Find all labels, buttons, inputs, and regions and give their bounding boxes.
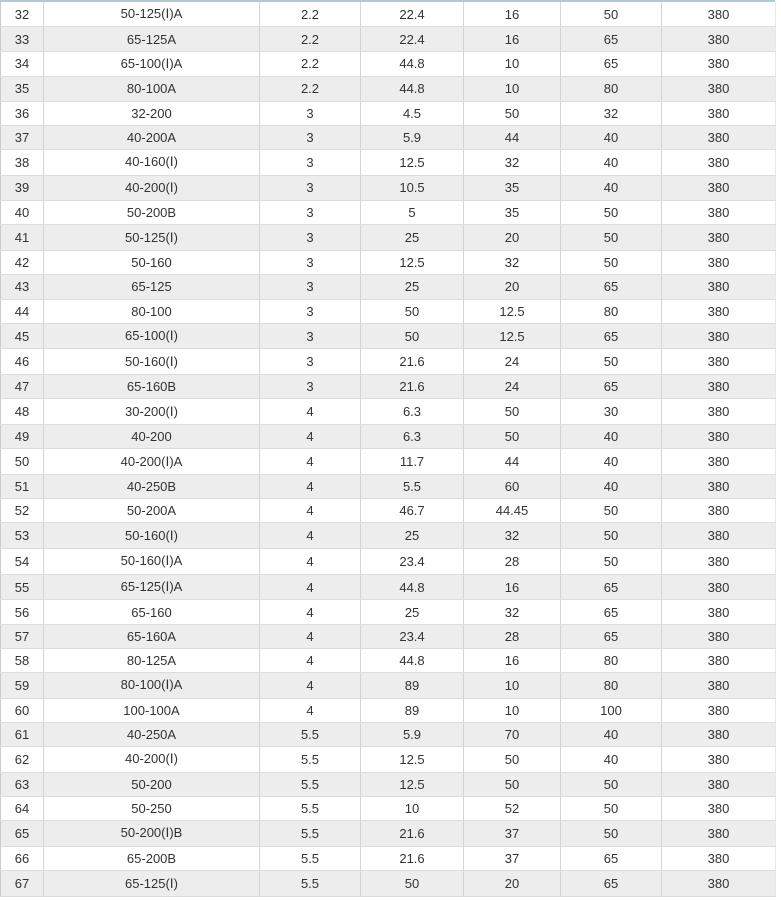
cell-power-kw: 4 xyxy=(260,549,361,575)
cell-flow: 25 xyxy=(361,225,464,251)
cell-model: 65-200B xyxy=(44,846,260,870)
cell-power-kw: 5.5 xyxy=(260,747,361,773)
cell-row-index: 60 xyxy=(1,698,44,722)
cell-head: 16 xyxy=(464,574,561,600)
cell-voltage: 380 xyxy=(662,821,776,847)
cell-head: 24 xyxy=(464,375,561,399)
cell-flow: 12.5 xyxy=(361,747,464,773)
cell-model: 40-250B xyxy=(44,474,260,498)
cell-model: 100-100A xyxy=(44,698,260,722)
table-row xyxy=(1,375,776,399)
cell-flow: 44.8 xyxy=(361,77,464,101)
cell-diameter: 32 xyxy=(561,101,662,125)
cell-model: 40-250A xyxy=(44,722,260,746)
cell-diameter: 40 xyxy=(561,149,662,175)
cell-power-kw: 5.5 xyxy=(260,772,361,796)
cell-diameter: 65 xyxy=(561,574,662,600)
table-row xyxy=(1,175,776,201)
cell-power-kw: 4 xyxy=(260,624,361,648)
cell-model: 40-200A xyxy=(44,125,260,149)
cell-head: 16 xyxy=(464,2,561,27)
cell-voltage: 380 xyxy=(662,51,776,77)
table-row xyxy=(1,201,776,225)
cell-head: 16 xyxy=(464,27,561,51)
cell-row-index: 32 xyxy=(1,2,44,27)
cell-model: 50-250 xyxy=(44,796,260,820)
cell-diameter: 50 xyxy=(561,821,662,847)
cell-voltage: 380 xyxy=(662,624,776,648)
cell-voltage: 380 xyxy=(662,149,776,175)
cell-power-kw: 2.2 xyxy=(260,2,361,27)
cell-head: 32 xyxy=(464,600,561,624)
cell-voltage: 380 xyxy=(662,77,776,101)
cell-voltage: 380 xyxy=(662,349,776,375)
cell-power-kw: 4 xyxy=(260,648,361,672)
cell-head: 50 xyxy=(464,425,561,449)
cell-flow: 4.5 xyxy=(361,101,464,125)
cell-power-kw: 3 xyxy=(260,375,361,399)
cell-power-kw: 3 xyxy=(260,275,361,299)
table-row xyxy=(1,77,776,101)
cell-voltage: 380 xyxy=(662,871,776,897)
cell-voltage: 380 xyxy=(662,549,776,575)
cell-power-kw: 4 xyxy=(260,425,361,449)
cell-model: 32-200 xyxy=(44,101,260,125)
cell-row-index: 42 xyxy=(1,251,44,275)
cell-row-index: 45 xyxy=(1,323,44,349)
cell-row-index: 67 xyxy=(1,871,44,897)
cell-flow: 12.5 xyxy=(361,251,464,275)
cell-flow: 10.5 xyxy=(361,175,464,201)
cell-row-index: 41 xyxy=(1,225,44,251)
cell-model: 50-125(Ⅰ) xyxy=(44,225,260,251)
cell-diameter: 65 xyxy=(561,51,662,77)
cell-row-index: 54 xyxy=(1,549,44,575)
cell-flow: 44.8 xyxy=(361,574,464,600)
cell-head: 28 xyxy=(464,549,561,575)
cell-voltage: 380 xyxy=(662,201,776,225)
cell-flow: 50 xyxy=(361,871,464,897)
cell-power-kw: 5.5 xyxy=(260,871,361,897)
table-row xyxy=(1,323,776,349)
table-row xyxy=(1,698,776,722)
cell-head: 20 xyxy=(464,225,561,251)
cell-diameter: 50 xyxy=(561,251,662,275)
pump-spec-table xyxy=(0,2,776,897)
cell-model: 40-200(Ⅰ) xyxy=(44,175,260,201)
cell-row-index: 49 xyxy=(1,425,44,449)
cell-flow: 25 xyxy=(361,600,464,624)
cell-model: 50-200(Ⅰ)B xyxy=(44,821,260,847)
cell-row-index: 62 xyxy=(1,747,44,773)
cell-diameter: 40 xyxy=(561,747,662,773)
cell-head: 32 xyxy=(464,251,561,275)
cell-power-kw: 3 xyxy=(260,175,361,201)
cell-flow: 50 xyxy=(361,323,464,349)
cell-diameter: 80 xyxy=(561,299,662,323)
cell-model: 50-125(Ⅰ)A xyxy=(44,2,260,27)
cell-power-kw: 4 xyxy=(260,449,361,475)
cell-head: 35 xyxy=(464,201,561,225)
cell-power-kw: 4 xyxy=(260,523,361,549)
cell-model: 50-200A xyxy=(44,499,260,523)
cell-power-kw: 3 xyxy=(260,323,361,349)
cell-model: 65-125A xyxy=(44,27,260,51)
cell-head: 44.45 xyxy=(464,499,561,523)
cell-row-index: 37 xyxy=(1,125,44,149)
cell-flow: 6.3 xyxy=(361,425,464,449)
table-row xyxy=(1,299,776,323)
cell-diameter: 30 xyxy=(561,399,662,425)
cell-model: 50-160(Ⅰ) xyxy=(44,349,260,375)
cell-row-index: 39 xyxy=(1,175,44,201)
cell-power-kw: 4 xyxy=(260,698,361,722)
table-row xyxy=(1,796,776,820)
cell-power-kw: 3 xyxy=(260,299,361,323)
cell-model: 65-160 xyxy=(44,600,260,624)
cell-diameter: 40 xyxy=(561,449,662,475)
cell-voltage: 380 xyxy=(662,772,776,796)
table-row xyxy=(1,549,776,575)
cell-row-index: 38 xyxy=(1,149,44,175)
cell-voltage: 380 xyxy=(662,27,776,51)
cell-model: 40-160(Ⅰ) xyxy=(44,149,260,175)
cell-head: 70 xyxy=(464,722,561,746)
cell-diameter: 80 xyxy=(561,648,662,672)
cell-voltage: 380 xyxy=(662,323,776,349)
cell-voltage: 380 xyxy=(662,499,776,523)
cell-head: 50 xyxy=(464,399,561,425)
cell-head: 28 xyxy=(464,624,561,648)
cell-flow: 89 xyxy=(361,672,464,698)
cell-row-index: 43 xyxy=(1,275,44,299)
table-row xyxy=(1,2,776,27)
cell-model: 65-160A xyxy=(44,624,260,648)
cell-flow: 23.4 xyxy=(361,549,464,575)
table-row xyxy=(1,624,776,648)
cell-voltage: 380 xyxy=(662,523,776,549)
cell-flow: 5 xyxy=(361,201,464,225)
table-row xyxy=(1,648,776,672)
cell-diameter: 40 xyxy=(561,125,662,149)
cell-model: 80-100 xyxy=(44,299,260,323)
cell-diameter: 65 xyxy=(561,323,662,349)
table-row xyxy=(1,425,776,449)
table-row xyxy=(1,251,776,275)
cell-power-kw: 4 xyxy=(260,672,361,698)
table-row xyxy=(1,51,776,77)
cell-diameter: 50 xyxy=(561,549,662,575)
cell-model: 65-100(Ⅰ) xyxy=(44,323,260,349)
cell-model: 65-125(Ⅰ)A xyxy=(44,574,260,600)
cell-voltage: 380 xyxy=(662,846,776,870)
table-row xyxy=(1,449,776,475)
table-row xyxy=(1,523,776,549)
cell-row-index: 59 xyxy=(1,672,44,698)
cell-diameter: 65 xyxy=(561,871,662,897)
cell-power-kw: 3 xyxy=(260,125,361,149)
table-row xyxy=(1,600,776,624)
table-row xyxy=(1,871,776,897)
cell-flow: 46.7 xyxy=(361,499,464,523)
cell-power-kw: 3 xyxy=(260,101,361,125)
cell-diameter: 40 xyxy=(561,474,662,498)
table-row xyxy=(1,149,776,175)
cell-power-kw: 3 xyxy=(260,201,361,225)
cell-power-kw: 4 xyxy=(260,499,361,523)
table-row xyxy=(1,101,776,125)
cell-row-index: 61 xyxy=(1,722,44,746)
cell-row-index: 53 xyxy=(1,523,44,549)
cell-row-index: 66 xyxy=(1,846,44,870)
cell-head: 16 xyxy=(464,648,561,672)
cell-flow: 22.4 xyxy=(361,27,464,51)
cell-flow: 11.7 xyxy=(361,449,464,475)
cell-flow: 6.3 xyxy=(361,399,464,425)
cell-diameter: 50 xyxy=(561,2,662,27)
cell-diameter: 65 xyxy=(561,600,662,624)
cell-diameter: 40 xyxy=(561,722,662,746)
cell-voltage: 380 xyxy=(662,2,776,27)
cell-row-index: 47 xyxy=(1,375,44,399)
cell-head: 35 xyxy=(464,175,561,201)
cell-voltage: 380 xyxy=(662,251,776,275)
cell-power-kw: 2.2 xyxy=(260,51,361,77)
cell-power-kw: 3 xyxy=(260,251,361,275)
cell-row-index: 48 xyxy=(1,399,44,425)
cell-flow: 21.6 xyxy=(361,846,464,870)
cell-power-kw: 4 xyxy=(260,399,361,425)
cell-voltage: 380 xyxy=(662,648,776,672)
cell-head: 10 xyxy=(464,672,561,698)
cell-head: 20 xyxy=(464,871,561,897)
cell-diameter: 65 xyxy=(561,27,662,51)
cell-model: 65-160B xyxy=(44,375,260,399)
cell-flow: 21.6 xyxy=(361,375,464,399)
cell-diameter: 50 xyxy=(561,201,662,225)
cell-row-index: 35 xyxy=(1,77,44,101)
cell-head: 60 xyxy=(464,474,561,498)
cell-head: 37 xyxy=(464,821,561,847)
table-row xyxy=(1,499,776,523)
cell-head: 32 xyxy=(464,523,561,549)
cell-model: 50-160(Ⅰ) xyxy=(44,523,260,549)
cell-head: 24 xyxy=(464,349,561,375)
cell-voltage: 380 xyxy=(662,125,776,149)
cell-model: 40-200(Ⅰ)A xyxy=(44,449,260,475)
cell-power-kw: 4 xyxy=(260,574,361,600)
cell-head: 50 xyxy=(464,101,561,125)
cell-flow: 89 xyxy=(361,698,464,722)
cell-power-kw: 3 xyxy=(260,149,361,175)
cell-voltage: 380 xyxy=(662,225,776,251)
cell-diameter: 65 xyxy=(561,275,662,299)
cell-head: 10 xyxy=(464,51,561,77)
table-row xyxy=(1,672,776,698)
cell-power-kw: 2.2 xyxy=(260,27,361,51)
cell-flow: 5.9 xyxy=(361,125,464,149)
cell-flow: 12.5 xyxy=(361,772,464,796)
table-body xyxy=(1,2,776,897)
cell-row-index: 51 xyxy=(1,474,44,498)
cell-flow: 21.6 xyxy=(361,821,464,847)
table-row xyxy=(1,27,776,51)
cell-power-kw: 2.2 xyxy=(260,77,361,101)
cell-model: 50-160(Ⅰ)A xyxy=(44,549,260,575)
cell-power-kw: 3 xyxy=(260,349,361,375)
table-row xyxy=(1,125,776,149)
cell-head: 50 xyxy=(464,772,561,796)
cell-head: 37 xyxy=(464,846,561,870)
table-row xyxy=(1,747,776,773)
cell-flow: 5.9 xyxy=(361,722,464,746)
cell-model: 65-100(Ⅰ)A xyxy=(44,51,260,77)
cell-voltage: 380 xyxy=(662,722,776,746)
cell-model: 80-100A xyxy=(44,77,260,101)
cell-model: 40-200 xyxy=(44,425,260,449)
cell-row-index: 33 xyxy=(1,27,44,51)
cell-flow: 22.4 xyxy=(361,2,464,27)
cell-head: 10 xyxy=(464,77,561,101)
cell-model: 50-200 xyxy=(44,772,260,796)
cell-model: 40-200(Ⅰ) xyxy=(44,747,260,773)
cell-flow: 25 xyxy=(361,523,464,549)
cell-row-index: 50 xyxy=(1,449,44,475)
table-row xyxy=(1,722,776,746)
cell-model: 80-125A xyxy=(44,648,260,672)
cell-voltage: 380 xyxy=(662,399,776,425)
cell-model: 65-125(Ⅰ) xyxy=(44,871,260,897)
cell-power-kw: 4 xyxy=(260,474,361,498)
cell-flow: 5.5 xyxy=(361,474,464,498)
table-row xyxy=(1,275,776,299)
cell-flow: 23.4 xyxy=(361,624,464,648)
cell-row-index: 63 xyxy=(1,772,44,796)
cell-flow: 50 xyxy=(361,299,464,323)
cell-flow: 44.8 xyxy=(361,51,464,77)
cell-model: 30-200(Ⅰ) xyxy=(44,399,260,425)
cell-head: 44 xyxy=(464,449,561,475)
cell-row-index: 52 xyxy=(1,499,44,523)
cell-voltage: 380 xyxy=(662,474,776,498)
cell-diameter: 50 xyxy=(561,225,662,251)
cell-diameter: 50 xyxy=(561,523,662,549)
cell-flow: 44.8 xyxy=(361,648,464,672)
cell-row-index: 56 xyxy=(1,600,44,624)
cell-power-kw: 5.5 xyxy=(260,821,361,847)
cell-model: 80-100(Ⅰ)A xyxy=(44,672,260,698)
cell-row-index: 55 xyxy=(1,574,44,600)
cell-head: 20 xyxy=(464,275,561,299)
cell-head: 12.5 xyxy=(464,323,561,349)
cell-diameter: 50 xyxy=(561,772,662,796)
cell-voltage: 380 xyxy=(662,747,776,773)
cell-flow: 21.6 xyxy=(361,349,464,375)
cell-power-kw: 5.5 xyxy=(260,722,361,746)
cell-head: 10 xyxy=(464,698,561,722)
cell-power-kw: 5.5 xyxy=(260,796,361,820)
table-row xyxy=(1,349,776,375)
cell-model: 50-200B xyxy=(44,201,260,225)
cell-row-index: 40 xyxy=(1,201,44,225)
cell-flow: 10 xyxy=(361,796,464,820)
cell-row-index: 64 xyxy=(1,796,44,820)
cell-head: 44 xyxy=(464,125,561,149)
cell-voltage: 380 xyxy=(662,600,776,624)
cell-voltage: 380 xyxy=(662,698,776,722)
cell-model: 50-160 xyxy=(44,251,260,275)
cell-row-index: 36 xyxy=(1,101,44,125)
cell-flow: 12.5 xyxy=(361,149,464,175)
cell-voltage: 380 xyxy=(662,101,776,125)
cell-row-index: 65 xyxy=(1,821,44,847)
cell-diameter: 65 xyxy=(561,846,662,870)
cell-voltage: 380 xyxy=(662,796,776,820)
cell-power-kw: 5.5 xyxy=(260,846,361,870)
cell-voltage: 380 xyxy=(662,175,776,201)
table-row xyxy=(1,821,776,847)
cell-row-index: 58 xyxy=(1,648,44,672)
cell-diameter: 50 xyxy=(561,796,662,820)
cell-diameter: 80 xyxy=(561,672,662,698)
cell-row-index: 44 xyxy=(1,299,44,323)
cell-voltage: 380 xyxy=(662,574,776,600)
cell-voltage: 380 xyxy=(662,449,776,475)
cell-row-index: 57 xyxy=(1,624,44,648)
cell-power-kw: 3 xyxy=(260,225,361,251)
cell-head: 32 xyxy=(464,149,561,175)
table-row xyxy=(1,846,776,870)
cell-power-kw: 4 xyxy=(260,600,361,624)
cell-diameter: 50 xyxy=(561,499,662,523)
cell-diameter: 50 xyxy=(561,349,662,375)
cell-flow: 25 xyxy=(361,275,464,299)
cell-row-index: 46 xyxy=(1,349,44,375)
table-row xyxy=(1,474,776,498)
table-row xyxy=(1,772,776,796)
cell-diameter: 65 xyxy=(561,375,662,399)
table-row xyxy=(1,574,776,600)
cell-diameter: 40 xyxy=(561,175,662,201)
cell-voltage: 380 xyxy=(662,425,776,449)
cell-head: 52 xyxy=(464,796,561,820)
cell-voltage: 380 xyxy=(662,275,776,299)
table-row xyxy=(1,225,776,251)
cell-voltage: 380 xyxy=(662,375,776,399)
cell-voltage: 380 xyxy=(662,672,776,698)
cell-head: 12.5 xyxy=(464,299,561,323)
cell-model: 65-125 xyxy=(44,275,260,299)
table-row xyxy=(1,399,776,425)
cell-head: 50 xyxy=(464,747,561,773)
cell-diameter: 40 xyxy=(561,425,662,449)
cell-diameter: 65 xyxy=(561,624,662,648)
cell-voltage: 380 xyxy=(662,299,776,323)
cell-row-index: 34 xyxy=(1,51,44,77)
cell-diameter: 100 xyxy=(561,698,662,722)
cell-diameter: 80 xyxy=(561,77,662,101)
